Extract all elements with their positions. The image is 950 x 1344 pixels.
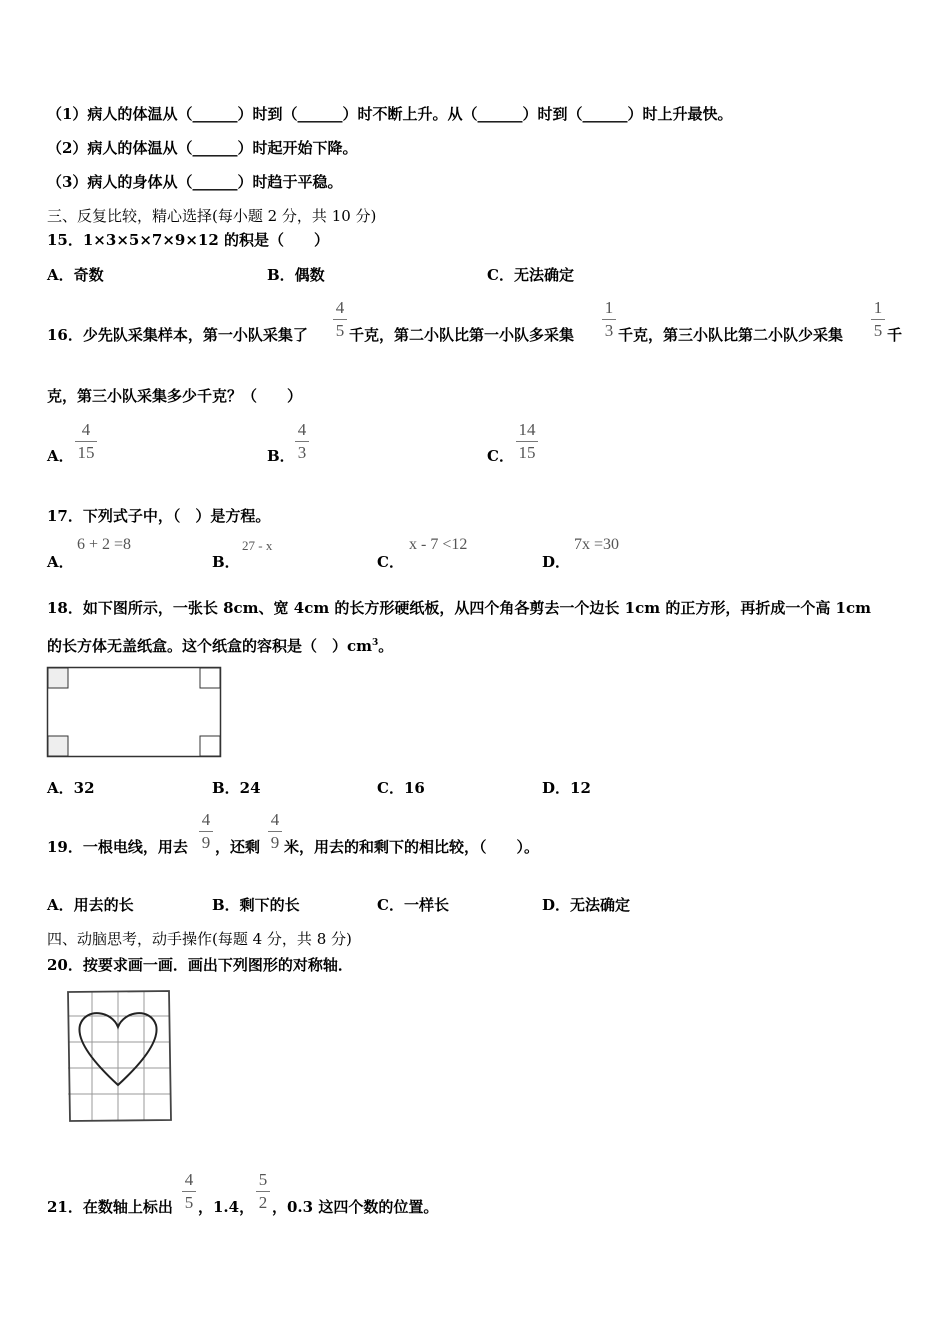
- q17-option-b: B．: [212, 553, 240, 571]
- q17-option-d-expr: 7x =30: [574, 536, 620, 553]
- q18-stem-line2: 的长方体无盖纸盒。这个纸盒的容积是（ ）$cm^3$。: [47, 637, 394, 655]
- q16-stem-part1: 16．少先队采集样本，第一小队采集了: [47, 326, 308, 344]
- q17-option-b-expr: 27 - x: [242, 538, 273, 553]
- q19-stem-part2: ，还剩: [215, 838, 261, 856]
- q20-stem: 20．按要求画一画．画出下列图形的对称轴．: [47, 956, 353, 974]
- q17-option-c-expr: x - 7 <12: [409, 536, 468, 553]
- q16-option-c: C．: [487, 447, 514, 465]
- q17-stem: 17．下列式子中，（ ）是方程。: [47, 507, 271, 525]
- q16-stem-part3: 千克，第三小队比第二小队少采集: [618, 326, 844, 344]
- q15-stem: 15．1×3×5×7×9×12 的积是（ ）: [47, 231, 329, 249]
- q13-part3: （3）病人的身体从（______）时趋于平稳。: [47, 173, 343, 191]
- q16-fraction-2: 1 3: [602, 298, 616, 341]
- corner-square-top-right: [200, 668, 220, 688]
- q21-fraction-1: 4 5: [182, 1170, 196, 1213]
- q21-stem-part3: ，0.3 这四个数的位置。: [272, 1198, 439, 1216]
- q13-part2: （2）病人的体温从（______）时起开始下降。: [47, 139, 358, 157]
- q16-option-b-fraction: 4 3: [295, 420, 309, 463]
- q16-stem-line2: 克，第三小队采集多少千克？（ ）: [47, 387, 303, 405]
- q17-option-a: A．: [47, 553, 74, 571]
- q19-option-c: C．一样长: [377, 896, 449, 914]
- corner-square-bottom-left: [48, 736, 68, 756]
- q13-part1: （1）病人的体温从（______）时到（______）时不断上升。从（______）时到（______）时上升最快。: [47, 105, 733, 123]
- q18-stem-line1: 18．如下图所示，一张长 8cm、宽 4cm 的长方形硬纸板，从四个角各剪去一个边长 1cm 的正方形，再折成一个高 1cm: [47, 599, 871, 617]
- q15-option-c: C．无法确定: [487, 266, 574, 284]
- q18-option-c: C．16: [377, 779, 425, 797]
- q18-option-b: B．24: [212, 779, 261, 797]
- q19-fraction-1: 4 9: [199, 810, 213, 853]
- q19-option-a: A．用去的长: [47, 896, 134, 914]
- q18-option-a: A．32: [47, 779, 95, 797]
- q16-fraction-1: 4 5: [333, 298, 347, 341]
- corner-square-bottom-right: [200, 736, 220, 756]
- heart-grid-figure: [64, 989, 174, 1123]
- q16-fraction-3: 1 5: [871, 298, 885, 341]
- q19-option-b: B．剩下的长: [212, 896, 300, 914]
- section-3-heading: 三、反复比较，精心选择(每小题 2 分，共 10 分): [47, 207, 377, 225]
- q17-option-d: D．: [542, 553, 571, 571]
- q19-fraction-2: 4 9: [268, 810, 282, 853]
- q15-option-a: A．奇数: [47, 266, 104, 284]
- q17-option-a-expr: 6 + 2 =8: [77, 536, 132, 553]
- q16-option-a: A．: [47, 447, 74, 465]
- q19-option-d: D．无法确定: [542, 896, 631, 914]
- q21-stem-part1: 21．在数轴上标出: [47, 1198, 173, 1216]
- q21-fraction-2: 5 2: [256, 1170, 270, 1213]
- q18-option-d: D．12: [542, 779, 591, 797]
- q19-stem-part3: 米，用去的和剩下的相比较，（ ）。: [284, 838, 540, 856]
- q21-stem-part2: ，1.4，: [198, 1198, 255, 1216]
- q19-stem-part1: 19．一根电线，用去: [47, 838, 188, 856]
- q16-option-a-fraction: 4 15: [75, 420, 97, 463]
- q15-option-b: B．偶数: [267, 266, 325, 284]
- q16-stem-part2: 千克，第二小队比第一小队多采集: [349, 326, 575, 344]
- q16-stem-part4: 千: [887, 326, 903, 344]
- cardboard-diagram: [46, 666, 224, 760]
- q16-option-b: B．: [267, 447, 295, 465]
- q17-option-c: C．: [377, 553, 404, 571]
- q16-option-c-fraction: 14 15: [516, 420, 538, 463]
- section-4-heading: 四、动脑思考，动手操作(每题 4 分，共 8 分): [47, 930, 352, 948]
- corner-square-top-left: [48, 668, 68, 688]
